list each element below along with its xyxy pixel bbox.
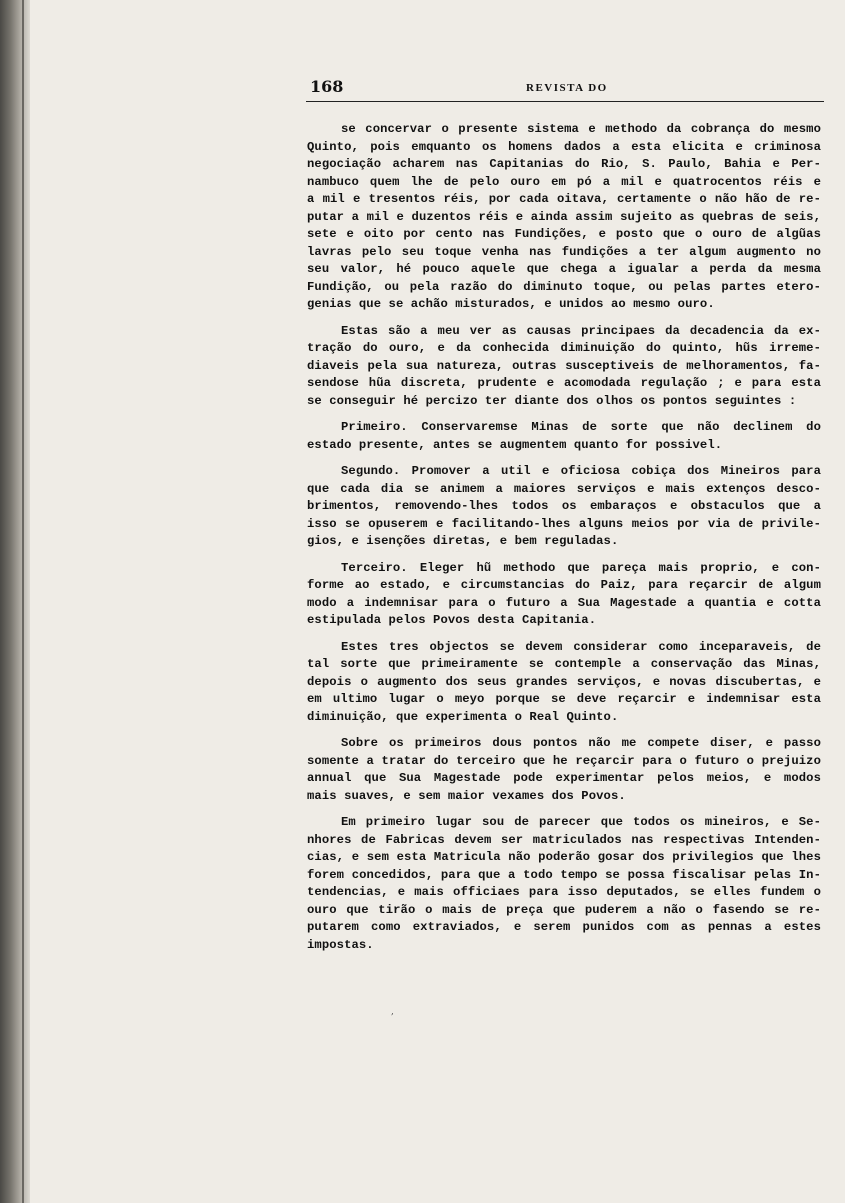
text-line: somente a tratar do terceiro que he reçarcir para o futuro o prejuizo	[307, 753, 821, 768]
text-line: cias, e sem esta Matricula não poderão gosar dos privilegios que lhes	[307, 850, 821, 864]
paragraph	[307, 323, 821, 411]
text-line: nhores de Fabricas devem ser matriculados nas respectivas Intenden-	[307, 832, 821, 847]
text-line: genias que se achão misturados, e unidos ao mesmo ouro.	[307, 297, 715, 311]
text-line: em ultimo lugar o meyo porque se deve reçarcir e indemnisar esta	[307, 692, 821, 706]
binding-line	[22, 0, 24, 1203]
text-line: seu valor, hé pouco aquele que chega a igualar a perda da mesma	[307, 262, 821, 276]
text-line: Estes tres objectos se devem considerar como inceparaveis, de	[341, 639, 821, 654]
text-line: estado presente, antes se augmentem quanto for possivel.	[307, 437, 723, 452]
text-line: diminuição, que experimenta o Real Quinto.	[307, 709, 619, 724]
text-line: Segundo. Promover a util e oficiosa cobiça dos Mineiros para	[341, 464, 821, 478]
text-line: annual que Sua Magestade pode experimentar pelos meios, e modos	[307, 771, 821, 785]
text-line: se conseguir hé percizo ter diante dos olhos os pontos seguintes :	[307, 393, 797, 408]
text-line: sete e oito por cento nas Fundições, e posto que o ouro de algũas	[307, 227, 821, 241]
text-line: Terceiro. Eleger hũ methodo que pareça mais proprio, e con-	[341, 560, 821, 575]
page-number: 168	[310, 77, 344, 96]
text-line: estipulada pelos Povos desta Capitania.	[307, 613, 597, 627]
text-line: mais suaves, e sem maior vexames dos Povos.	[307, 788, 626, 803]
text-line: Sobre os primeiros dous pontos não me compete diser, e passo	[341, 736, 821, 750]
text-line: que cada dia se animem a maiores serviços e mais extenços desco-	[307, 481, 821, 496]
text-line: se concervar o presente sistema e methodo da cobrança do mesmo	[341, 122, 821, 136]
text-line: brimentos, removendo-lhes todos os embaraços e obstaculos que a	[307, 499, 821, 513]
body-text	[307, 121, 821, 963]
text-line: Estas são a meu ver as causas principaes da decadencia da ex-	[341, 323, 821, 338]
text-line: putar a mil e duzentos réis e ainda assim sujeito as quebras de seis,	[307, 209, 821, 224]
text-line: negociação acharem nas Capitanias do Rio, S. Paulo, Bahia e Per-	[307, 157, 821, 171]
text-line: nambuco quem lhe de pelo ouro em pó a mil e quatrocentos réis e	[307, 174, 821, 189]
paragraph	[307, 814, 821, 954]
text-line: modo a indemnisar para o futuro a Sua Magestade a quantia e cotta	[307, 595, 821, 610]
text-line: lavras pelo seu toque venha nas fundições a ter algum augmento no	[307, 244, 821, 259]
text-line: isso se opuserem e facilitando-lhes alguns meios por via de privile-	[307, 516, 821, 531]
text-line: tração do ouro, e da conhecida diminuição do quinto, hũs irreme-	[307, 341, 821, 355]
text-line: depois o augmento dos seus grandes serviços, e novas discubertas, e	[307, 674, 821, 689]
text-line: forem concedidos, para que a todo tempo se possa fiscalisar pelas In-	[307, 867, 821, 882]
page-header	[306, 77, 824, 109]
text-line: Primeiro. Conservaremse Minas de sorte que não declinem do	[341, 420, 821, 434]
text-line: diaveis pela sua natureza, outras susceptiveis de melhoramentos, fa-	[307, 358, 821, 373]
binding-shadow	[0, 0, 30, 1203]
paragraph	[307, 121, 821, 314]
paragraph	[307, 560, 821, 630]
running-title: REVISTA DO	[526, 82, 608, 94]
paragraph	[307, 735, 821, 805]
header-rule	[306, 101, 824, 102]
paragraph	[307, 463, 821, 551]
text-line: tal sorte que primeiramente se contemple a conservação das Minas,	[307, 657, 821, 671]
text-line: Em primeiro lugar sou de parecer que todos os mineiros, e Se-	[341, 815, 821, 829]
text-line: putarem como extraviados, e serem punidos com as pennas a estes	[307, 920, 821, 934]
text-line: tendencias, e mais officiaes para isso deputados, se elles fundem o	[307, 885, 821, 899]
text-line: gios, e isenções diretas, e bem reguladas.	[307, 534, 619, 548]
text-line: a mil e tresentos réis, por cada oitava, certamente o não hão de re-	[307, 192, 821, 206]
text-line: Quinto, pois emquanto os homens dados a esta elicita e criminosa	[307, 139, 821, 154]
text-line: sendose hũa discreta, prudente e acomodada regulação ; e para esta	[307, 376, 821, 390]
text-line: Fundição, ou pela razão do diminuto toque, ou pelas partes etero-	[307, 279, 821, 294]
paragraph	[307, 639, 821, 727]
scan-speck: ,	[391, 1007, 394, 1017]
text-line: ouro que tirão o mais de preça que puderem a não o fasendo se re-	[307, 902, 821, 917]
text-line: forme ao estado, e circumstancias do Paiz, para reçarcir de algum	[307, 578, 821, 592]
paragraph	[307, 419, 821, 454]
text-line: impostas.	[307, 937, 374, 952]
